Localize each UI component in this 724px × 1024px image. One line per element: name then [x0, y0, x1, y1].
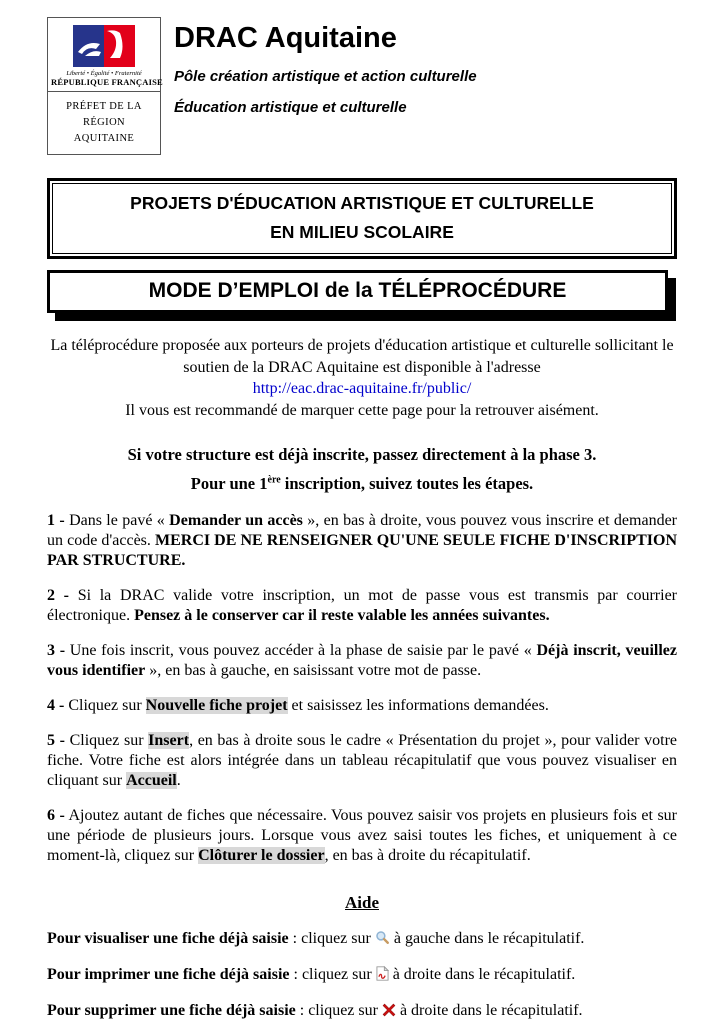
banner-mode-demploi-text: MODE D’EMPLOI de la TÉLÉPROCÉDURE [148, 279, 567, 302]
notice [47, 442, 677, 496]
step-2: 2 - Si la DRAC valide votre inscription, un mot de passe vous est transmis par courrier électronique. Pensez à le conserver car il reste valable les années suivantes. [47, 586, 677, 624]
logo-motto: Liberté • Égalité • Fraternité [66, 70, 142, 77]
step-6: 6 - Ajoutez autant de fiches que nécessaire. Vous pouvez saisir vos projets en plusieurs fois et sur une période de plusieurs jours. Lorsque vous avez saisi toutes les fiches, et uniquement à ce moment-là, cliquez sur Clôturer le dossier, en bas à droite du récapitulatif. [47, 806, 678, 864]
subtitle-pole: Pôle création artistique et action culturelle [174, 68, 477, 85]
step-5: 5 - Cliquez sur Insert, en bas à droite sous le cadre « Présentation du projet », pour valider votre fiche. Votre fiche est alors intégrée dans un tableau récapitulatif que vous pouvez visualiser en cliquant sur Accueil. [47, 731, 677, 789]
banner-projects-inner [52, 183, 672, 254]
step-3: 3 - Une fois inscrit, vous pouvez accéder à la phase de saisie par le pavé « Déjà inscrit, veuillez vous identifier », en bas à gauche, en saisissant votre mot de passe. [47, 641, 678, 679]
prefet-line1: PRÉFET DE LA RÉGION [66, 100, 142, 128]
help-imprimer: Pour imprimer une fiche déjà saisie : cliquez sur à droite dans le récapitulatif. [47, 965, 576, 983]
prefet-line2: AQUITAINE [73, 133, 135, 145]
banner-projects-line1: PROJETS D'ÉDUCATION ARTISTIQUE ET CULTURELLE [130, 193, 594, 213]
step-4-number: 4 - [47, 696, 65, 714]
page-title: DRAC Aquitaine [174, 22, 397, 54]
intro-paragraph [47, 335, 677, 421]
banner-projects [47, 178, 677, 259]
notice-line1: Si votre structure est déjà inscrite, passez directement à la phase 3. [127, 445, 597, 464]
button-ref-cloturer-le-dossier: Clôturer le dossier [198, 846, 325, 864]
step-4: 4 - Cliquez sur Nouvelle fiche projet et saisissez les informations demandées. [47, 696, 549, 714]
help-supprimer: Pour supprimer une fiche déjà saisie : cliquez sur à droite dans le récapitulatif. [47, 1001, 583, 1019]
intro-text-1: La téléprocédure proposée aux porteurs de projets d'éducation artistique et culturelle sollicitant le soutien de la DRAC Aquitaine est disponible à l'adresse [50, 337, 674, 376]
document-header [47, 17, 677, 155]
step-1: 1 - Dans le pavé « Demander un accès », en bas à droite, vous pouvez vous inscrire et demander un code d'accès. MERCI DE NE RENSEIGNER QU'UNE SEULE FICHE D'INSCRIPTION PAR STRUCTURE. [47, 511, 678, 569]
step-1-number: 1 - [47, 511, 65, 529]
intro-text-2: Il vous est recommandé de marquer cette page pour la retrouver aisément. [125, 401, 599, 419]
header-titles [174, 17, 477, 130]
subtitle-education: Éducation artistique et culturelle [174, 99, 407, 116]
step-3-number: 3 - [47, 641, 66, 659]
marianne-flag-icon [73, 25, 135, 67]
step-6-number: 6 - [47, 806, 65, 824]
notice-line2: Pour une 1ère inscription, suivez toutes les étapes. [190, 473, 534, 493]
marianne-block [48, 18, 163, 92]
banner-projects-line2: EN MILIEU SCOLAIRE [270, 222, 454, 242]
logo-republic: RÉPUBLIQUE FRANÇAISE [51, 77, 163, 87]
notice-superscript: ère [267, 474, 281, 485]
button-ref-insert: Insert [148, 731, 190, 749]
button-ref-accueil: Accueil [126, 771, 177, 789]
help-visualiser: Pour visualiser une fiche déjà saisie : cliquez sur à gauche dans le récapitulatif. [47, 929, 585, 947]
button-ref-nouvelle-fiche-projet: Nouvelle fiche projet [145, 696, 288, 714]
republique-francaise-logo [47, 17, 161, 155]
teleprocedure-link[interactable]: http://eac.drac-aquitaine.fr/public/ [252, 380, 472, 397]
banner-mode-demploi [47, 270, 668, 313]
step-2-number: 2 - [47, 586, 70, 604]
pdf-icon [376, 966, 389, 981]
prefet-block [48, 92, 160, 154]
aide-heading: Aide [345, 892, 379, 912]
magnifier-icon [375, 930, 390, 945]
delete-cross-icon [382, 1003, 396, 1017]
step-5-number: 5 - [47, 731, 65, 749]
